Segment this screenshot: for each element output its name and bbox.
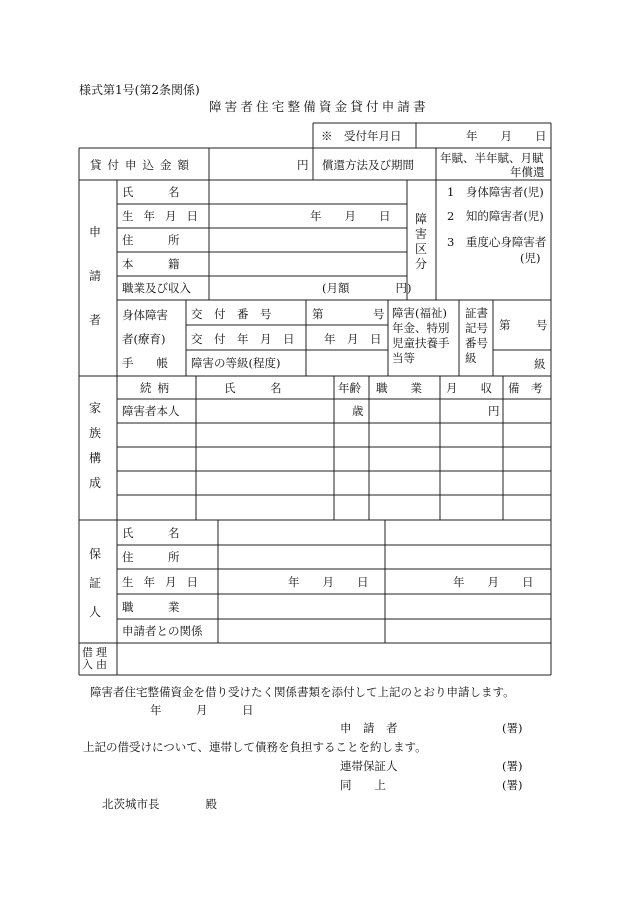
mayor-addressee: 北茨城市長 殿 <box>102 797 217 811</box>
form-number: 様式第1号(第2条関係) <box>79 83 200 97</box>
receipt-date[interactable]: 年 月 日 <box>466 129 547 143</box>
application-date[interactable]: 年 月 日 <box>150 703 254 717</box>
disability-grade-label: 障害の等級(程度) <box>191 356 281 370</box>
issue-number-go: 号 <box>373 307 385 321</box>
receipt-label: ※ 受付年月日 <box>321 129 402 143</box>
disability-option-severe[interactable]: 3 重度心身障害者 <box>447 235 547 249</box>
family-age-unit: 歳 <box>352 404 364 418</box>
family-header-age: 年齢 <box>338 381 361 395</box>
family-self-label: 障害者本人 <box>122 404 180 418</box>
guarantor-address-label: 住 所 <box>122 550 180 564</box>
certificate-dai: 第 <box>499 318 511 332</box>
handbook-label-2: 者(療育) <box>122 332 166 346</box>
issue-number-label: 交 付 番 号 <box>191 307 272 321</box>
guarantor-relation-label: 申請者との関係 <box>122 624 203 638</box>
loan-amount-label: 貸付申込金額 <box>90 158 195 172</box>
issue-number-dai: 第 <box>312 307 324 321</box>
applicant-dob-label: 生年月日 <box>122 209 208 223</box>
loan-yen-unit: 円 <box>297 158 309 172</box>
applicant-dob-value[interactable]: 年 月 日 <box>310 209 391 223</box>
applicant-address-label: 住 所 <box>122 233 180 247</box>
second-guarantor-seal: (署) <box>502 778 523 792</box>
family-section-label: 家族構成 <box>88 401 101 490</box>
certificate-grade-unit: 級 <box>534 357 546 371</box>
disability-category-label: 障害区分 <box>414 212 427 271</box>
applicant-monthly-income[interactable]: (月額 円) <box>322 281 412 295</box>
repay-method-label: 償還方法及び期間 <box>322 158 414 172</box>
disability-option-intellectual[interactable]: 2 知的障害者(児) <box>447 209 544 223</box>
loan-reason-label: 借理入由 <box>82 646 110 671</box>
pension-label: 障害(福祉)年金、特別児童扶養手当等 <box>392 306 450 365</box>
joint-guarantor-seal: (署) <box>502 759 523 773</box>
family-header-name: 氏 名 <box>224 381 282 395</box>
handbook-label-1: 身体障害 <box>122 308 168 322</box>
applicant-section-label: 申請者 <box>88 225 101 327</box>
certificate-number-label: 証書記号番号級 <box>465 306 488 365</box>
disability-option-severe-child: (児) <box>520 251 541 265</box>
family-header-remarks: 備 考 <box>508 381 543 395</box>
family-header-relation: 続柄 <box>140 381 175 395</box>
application-statement: 障害者住宅整備資金を借り受けたく関係書類を添付して上記のとおり申請します。 <box>90 685 515 699</box>
family-header-income: 月 収 <box>446 381 492 395</box>
guarantor-name-label: 氏 名 <box>122 526 180 540</box>
guarantor-section-label: 保証人 <box>88 547 101 619</box>
applicant-signature-label: 申 請 者 <box>340 721 398 735</box>
guarantor-dob-label: 生年月日 <box>122 575 208 589</box>
applicant-job-label: 職業及び収入 <box>122 281 191 295</box>
form-title: 障害者住宅整備資金貸付申請書 <box>209 99 429 114</box>
repay-option-years[interactable]: 年償還 <box>510 165 545 179</box>
guarantor-dob-value-2[interactable]: 年 月 日 <box>453 575 534 589</box>
applicant-seal: (署) <box>502 721 523 735</box>
second-guarantor-label: 同 上 <box>340 778 386 792</box>
issue-date-value[interactable]: 年 月 日 <box>324 332 382 346</box>
joint-guarantor-label: 連帯保証人 <box>340 759 398 773</box>
handbook-label-3: 手 帳 <box>122 356 168 370</box>
applicant-domicile-label: 本 籍 <box>122 257 180 271</box>
guarantor-job-label: 職 業 <box>122 600 180 614</box>
family-income-unit: 円 <box>488 404 500 418</box>
disability-option-physical[interactable]: 1 身体障害者(児) <box>447 185 544 199</box>
issue-date-label: 交 付 年 月 日 <box>191 332 295 346</box>
guarantee-statement: 上記の借受けについて、連帯して債務を負担することを約します。 <box>83 740 427 754</box>
guarantor-dob-value-1[interactable]: 年 月 日 <box>288 575 369 589</box>
family-header-job: 職 業 <box>376 381 422 395</box>
repay-option-installment[interactable]: 年賦、半年賦、月賦 <box>440 151 544 165</box>
certificate-go: 号 <box>536 318 548 332</box>
applicant-name-label: 氏 名 <box>122 185 180 199</box>
